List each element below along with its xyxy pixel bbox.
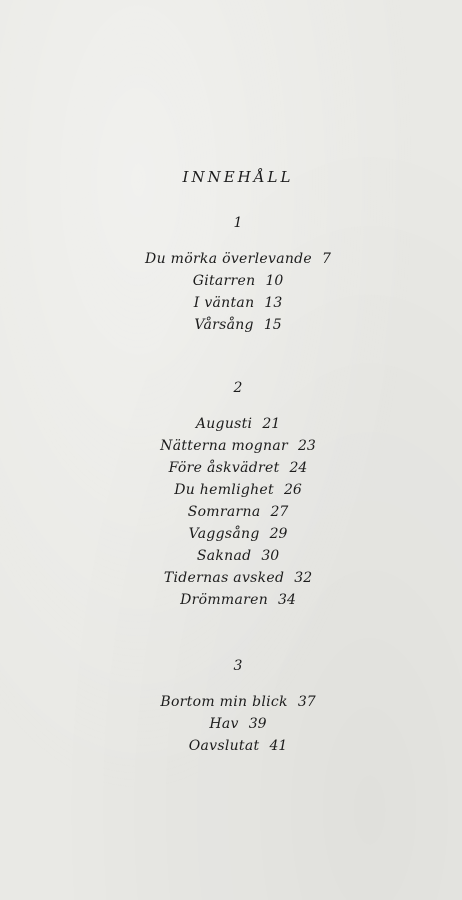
toc-entry <box>0 413 462 435</box>
entry-title: Vårsång <box>194 317 254 333</box>
toc-entry <box>0 691 462 713</box>
entry-page-number: 27 <box>270 504 289 520</box>
entry-page-number: 29 <box>269 526 288 542</box>
entry-page-number: 39 <box>248 716 267 732</box>
toc-entry <box>0 713 462 735</box>
entry-page-number: 30 <box>261 548 280 564</box>
entry-title: I väntan <box>193 295 255 311</box>
toc-entry <box>0 545 462 567</box>
toc-entry <box>0 735 462 757</box>
entry-page-number: 15 <box>263 317 282 333</box>
toc-entry <box>0 479 462 501</box>
toc-section-2 <box>0 377 462 611</box>
toc-entry <box>0 589 462 611</box>
toc-section-1 <box>0 212 462 336</box>
toc-entry <box>0 314 462 336</box>
entry-title: Drömmaren <box>180 592 269 608</box>
toc-entry <box>0 523 462 545</box>
toc-entry <box>0 435 462 457</box>
entry-page-number: 24 <box>289 460 308 476</box>
toc-entry-list <box>0 413 462 611</box>
entry-title: Hav <box>209 716 239 732</box>
entry-page-number: 10 <box>265 273 284 289</box>
entry-title: Vaggsång <box>188 526 260 542</box>
entry-page-number: 13 <box>264 295 283 311</box>
entry-title: Bortom min blick <box>160 694 288 710</box>
entry-title: Du mörka överlevande <box>145 251 313 267</box>
entry-page-number: 41 <box>269 738 288 754</box>
entry-page-number: 23 <box>298 438 316 454</box>
section-number: 2 <box>233 380 243 396</box>
toc-entry <box>0 248 462 270</box>
entry-page-number: 34 <box>278 592 296 608</box>
entry-page-number: 7 <box>322 251 331 267</box>
toc-entry <box>0 270 462 292</box>
toc-entry <box>0 457 462 479</box>
entry-page-number: 32 <box>294 570 313 586</box>
toc-entry <box>0 501 462 523</box>
section-number: 3 <box>233 658 243 674</box>
entry-title: Före åskvädret <box>168 460 280 476</box>
entry-title: Nätterna mognar <box>160 438 289 454</box>
toc-section-3 <box>0 655 462 757</box>
entry-title: Somrarna <box>187 504 261 520</box>
toc-entry-list <box>0 691 462 757</box>
entry-page-number: 37 <box>297 694 316 710</box>
section-number: 1 <box>233 215 243 231</box>
toc-entry <box>0 292 462 314</box>
entry-title: Du hemlighet <box>174 482 274 498</box>
entry-page-number: 26 <box>283 482 302 498</box>
entry-title: Gitarren <box>192 273 256 289</box>
page-title: INNEHÅLL <box>182 168 294 186</box>
entry-title: Saknad <box>196 548 252 564</box>
entry-title: Oavslutat <box>188 738 260 754</box>
entry-page-number: 21 <box>262 416 281 432</box>
entry-title: Tidernas avsked <box>163 570 285 586</box>
toc-entry <box>0 567 462 589</box>
entry-title: Augusti <box>195 416 253 432</box>
toc-entry-list <box>0 248 462 336</box>
